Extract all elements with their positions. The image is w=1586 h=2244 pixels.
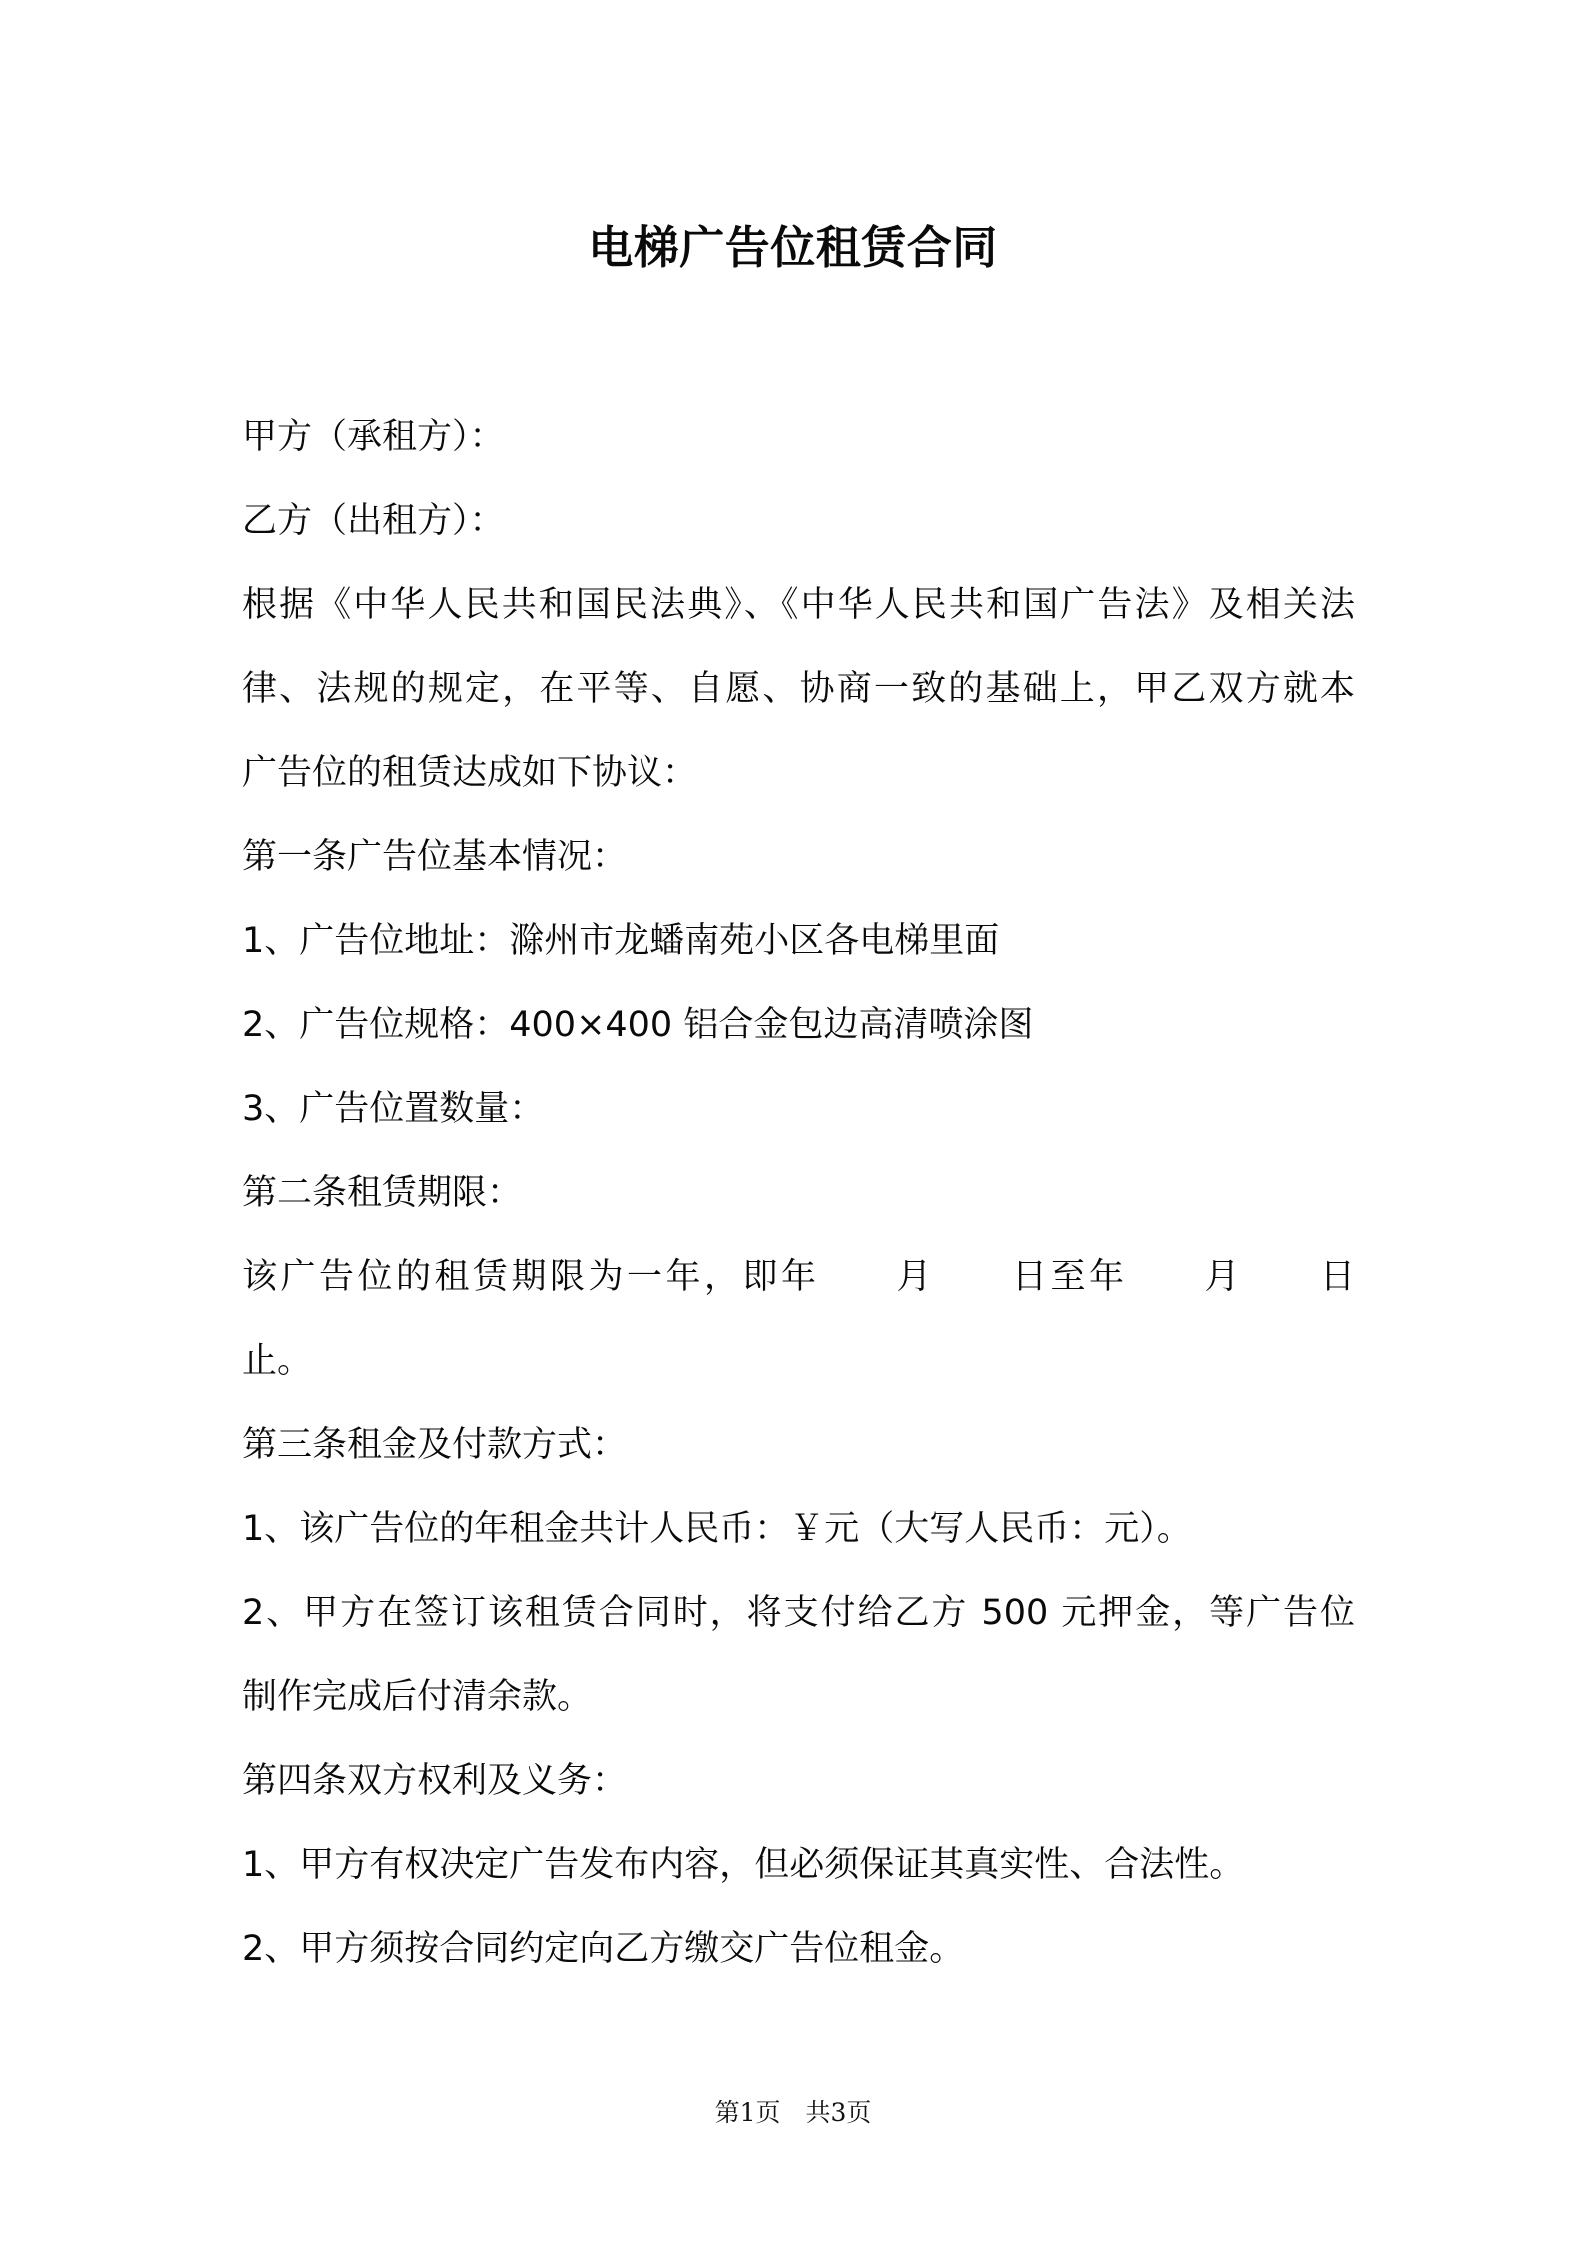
preamble-line: 广告位的租赁达成如下协议： (242, 753, 698, 793)
article-1-item: 2、广告位规格：400×400 铝合金包边高清喷涂图 (242, 1005, 1034, 1045)
party-a-line: 甲方（承租方）： (242, 417, 505, 457)
article-2-line: 止。 (242, 1341, 313, 1381)
article-2-line: 该广告位的租赁期限为一年，即年 月 日至年 月 日 (242, 1257, 1355, 1297)
article-3-item-line: 制作完成后付清余款。 (242, 1677, 593, 1717)
preamble-line: 律、法规的规定，在平等、自愿、协商一致的基础上，甲乙双方就本 (242, 669, 1355, 709)
article-4-item: 1、甲方有权决定广告发布内容，但必须保证其真实性、合法性。 (242, 1845, 1245, 1885)
article-1-heading: 第一条广告位基本情况： (242, 837, 628, 877)
article-3-item-line: 2、甲方在签订该租赁合同时，将支付给乙方 500 元押金，等广告位 (242, 1593, 1355, 1633)
article-4-heading: 第四条双方权利及义务： (242, 1761, 628, 1801)
document-title: 电梯广告位租赁合同 (588, 221, 998, 274)
article-3-heading: 第三条租金及付款方式： (242, 1425, 628, 1465)
article-4 (242, 1739, 1355, 1991)
page-number-footer: 第1页 共3页 (714, 2098, 872, 2127)
article-3 (242, 1403, 1355, 1739)
article-1-item: 1、广告位地址：滁州市龙蟠南苑小区各电梯里面 (242, 921, 1000, 961)
document-body (242, 395, 1355, 1991)
article-4-item: 2、甲方须按合同约定向乙方缴交广告位租金。 (242, 1929, 965, 1969)
article-3-item: 1、该广告位的年租金共计人民币：￥元（大写人民币：元）。 (242, 1509, 1192, 1549)
preamble-line: 根据《中华人民共和国民法典》、《中华人民共和国广告法》及相关法 (242, 585, 1355, 625)
party-b-line: 乙方（出租方）： (242, 501, 505, 541)
article-1-item: 3、广告位置数量： (242, 1089, 545, 1129)
article-1 (242, 815, 1355, 1151)
preamble-paragraph (242, 563, 1355, 815)
article-2 (242, 1151, 1355, 1403)
article-2-heading: 第二条租赁期限： (242, 1173, 523, 1213)
